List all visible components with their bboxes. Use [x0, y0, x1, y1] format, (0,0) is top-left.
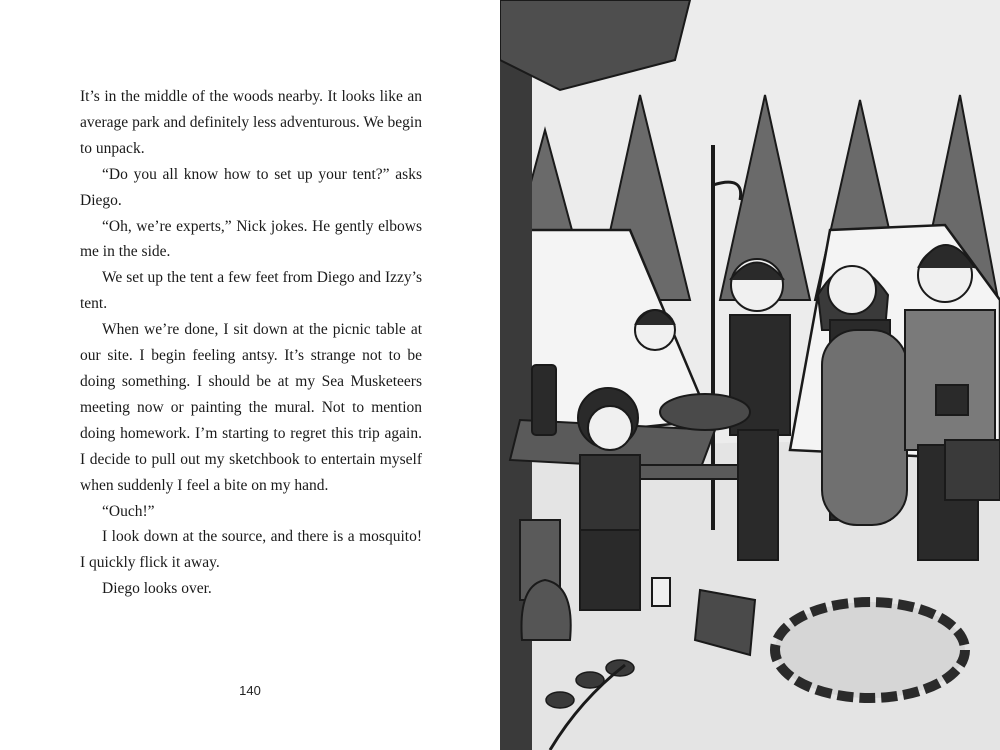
paragraph: Diego looks over. — [102, 580, 212, 598]
camp-pot — [660, 394, 750, 430]
sleeping-bag — [822, 330, 907, 525]
page-number: 140 — [239, 683, 261, 698]
peeking-child — [635, 310, 675, 350]
paragraph: It’s in the middle of the woods nearby. It looks like an average park and definitely less adventurous. We begin to unpack. — [80, 88, 422, 157]
campsite-illustration — [500, 0, 1000, 750]
story-text — [80, 84, 422, 602]
lantern — [532, 365, 556, 435]
paragraph: “Do you all know how to set up your tent?” asks Diego. — [80, 165, 422, 209]
paragraph: “Ouch!” — [102, 502, 155, 520]
wooden-box — [945, 440, 1000, 500]
cup — [652, 578, 670, 606]
paragraph: When we’re done, I sit down at the picnic table at our site. I begin feeling antsy. It’s strange not to be doing something. I should be at my Sea Musketeers meeting now or painting the mural. Not to mention doing homework. I’m starting to regret this trip again. I decide to pull out my sketchbook to entertain myself when suddenly I feel a bite on my hand. — [80, 321, 422, 494]
paragraph: I look down at the source, and there is a mosquito! I quickly flick it away. — [80, 528, 422, 572]
sitting-child — [578, 388, 640, 610]
paragraph: We set up the tent a few feet from Diego and Izzy’s tent. — [80, 269, 422, 313]
paragraph: “Oh, we’re experts,” Nick jokes. He gently elbows me in the side. — [80, 217, 422, 261]
fire-ring — [775, 602, 965, 698]
right-page-illustration — [500, 0, 1000, 750]
